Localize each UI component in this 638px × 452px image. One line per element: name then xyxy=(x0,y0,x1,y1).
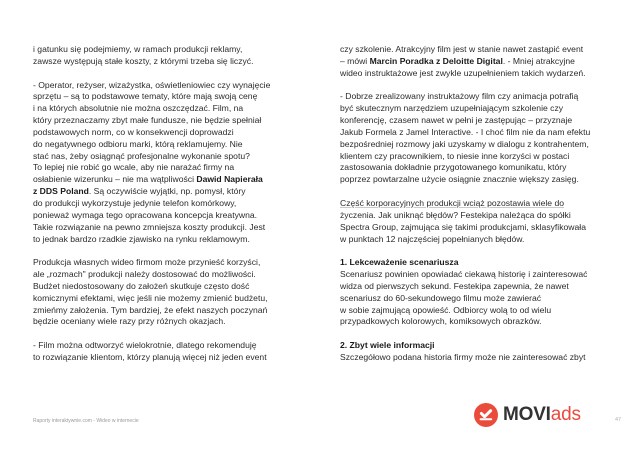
text-line: – mówi xyxy=(340,55,370,66)
text-line: który przeznaczamy zbyt małe fundusze, nie będzie spełniał xyxy=(33,115,262,126)
left-column xyxy=(33,44,291,376)
text-line: komicznymi efektami, więc jeśli nie możemy zmienić budżetu, xyxy=(33,292,268,303)
text-line: czy szkolenie. Atrakcyjny film jest w stanie nawet zastąpić event xyxy=(340,44,584,54)
text-line: Scenariusz powinien opowiadać ciekawą historię i zainteresować xyxy=(340,269,588,280)
section-1 xyxy=(340,257,602,328)
text-line: zmieńmy założenia. Tym bardziej, że efekt naszych poczynań xyxy=(33,304,268,315)
speaker-company: z DDS Poland xyxy=(33,186,89,197)
text-line: Takie rozwiązanie na pewno zmniejsza koszty produkcji. Jest xyxy=(33,221,266,232)
text-line: - Operator, reżyser, wizażystka, oświetleniowiec czy wynajęcie xyxy=(33,79,271,90)
page-number: 47 xyxy=(615,417,622,423)
paragraph xyxy=(340,198,602,245)
text-line: w punktach 12 najczęściej popełnianych błędów. xyxy=(340,233,525,244)
text-line: . - Mniej atrakcyjne xyxy=(502,55,575,66)
text-line: scenariusz do 60-sekundowego filmu może zawierać xyxy=(340,292,542,303)
text-line: być skutecznym narzędziem uzupełniającym szkolenie czy xyxy=(340,103,564,114)
text-line: przypadkowych kolorowych, komiksowych obrazków. xyxy=(340,316,542,327)
text-line: i gatunku się podejmiemy, w ramach produkcji reklamy, xyxy=(33,44,243,54)
text-line: stać nas, żeby osiągnąć profesjonalne wykonanie spotu? xyxy=(33,150,250,161)
text-line: Jakub Formela z Jamel Interactive. - I choć film nie da nam efektu xyxy=(340,126,591,137)
text-line: poprzez powtarzalne użycie osiągnie znacznie większy zasięg. xyxy=(340,174,579,185)
text-line: zawsze występują stałe koszty, z którymi trzeba się liczyć. xyxy=(33,55,254,66)
text-line: podstawowych norm, co w konsekwencji doprowadzi xyxy=(33,126,234,137)
paragraph xyxy=(340,91,602,186)
text-line: klientem czy pracownikiem, to niesie inne korzyści w postaci xyxy=(340,150,570,161)
paragraph xyxy=(340,44,602,80)
speaker-name: Marcin Poradka z Deloitte Digital xyxy=(369,55,503,66)
paragraph xyxy=(33,80,291,246)
text-line: - Film można odtworzyć wielokrotnie, dlatego rekomenduję xyxy=(33,340,257,351)
text-line: wideo instruktażowe jest zwykle uzupełnieniem takich wydarzeń. xyxy=(340,67,586,78)
text-line: widza od pierwszych sekund. Festekipa zapewnia, że nawet xyxy=(340,280,569,291)
section-heading: 2. Zbyt wiele informacji xyxy=(340,340,435,351)
text-line: życzenia. Jak uniknąć błędów? Festekipa należąca do spółki xyxy=(340,209,571,220)
paragraph xyxy=(33,340,291,364)
text-line: w sobie zajmującą opowieść. Odbiorcy wolą to od wielu xyxy=(340,304,552,315)
text-line: osłabienie wizerunku – nie ma wątpliwości xyxy=(33,174,197,185)
text-line: To lepiej nie robić go wcale, aby nie narażać firmy na xyxy=(33,162,235,173)
text-line: Szczegółowo podana historia firmy może nie zainteresować zbyt xyxy=(340,351,586,362)
text-line: . Są oczywiście wyjątki, np. pomysł, który xyxy=(88,186,246,197)
text-line: to jednak bardzo rzadkie zjawisko na rynku reklamowym. xyxy=(33,233,250,244)
text-line: zastosowania dokładnie przygotowanego komunikatu, który xyxy=(340,162,567,173)
right-column xyxy=(340,44,602,376)
logo-wordmark: MOVIads xyxy=(503,404,581,425)
paragraph xyxy=(33,44,291,68)
moviads-logo-icon xyxy=(474,403,498,427)
text-line: bezpośredniej rozmowy jaki uzyskamy w dialogu z kontrahentem, xyxy=(340,138,589,149)
speaker-name: Dawid Napierała xyxy=(196,174,263,185)
footer-source: Raporty interaktywnie.com - Wideo w internecie xyxy=(33,418,139,424)
text-line: Produkcja własnych wideo firmom może przynieść korzyści, xyxy=(33,257,261,268)
text-line: Spectra Group, zajmująca się takimi produkcjami, sklasyfikowała xyxy=(340,221,586,232)
section-2 xyxy=(340,340,602,364)
text-line: ponieważ wymaga tego opracowana koncepcja kreatywna. xyxy=(33,209,258,220)
section-heading: 1. Lekceważenie scenariusza xyxy=(340,257,459,268)
text-line: i na których absolutnie nie można oszczędzać. Film, na xyxy=(33,103,244,114)
text-line: Część korporacyjnych produkcji wciąż pozostawia wiele do xyxy=(340,197,565,208)
text-line: do negatywnego odbioru marki, którą reklamujemy. Nie xyxy=(33,138,243,149)
text-line: - Dobrze zrealizowany instruktażowy film czy animacja potrafią xyxy=(340,91,579,102)
text-line: sprzętu – są to podstawowe tematy, które mają swoją cenę xyxy=(33,91,258,102)
moviads-logo xyxy=(474,403,581,427)
text-line: konferencję, czasem nawet w pełni je zastępując – przyznaje xyxy=(340,115,573,126)
paragraph xyxy=(33,257,291,328)
text-line: Budżet niedostosowany do założeń skutkuje często dość xyxy=(33,280,250,291)
text-line: to rozwiązanie klientom, którzy planują więcej niż jeden event xyxy=(33,351,267,362)
text-line: do produkcji wykorzystuje jedynie telefon komórkowy, xyxy=(33,197,237,208)
text-line: ale „rozmach" produkcji należy dostosować do możliwości. xyxy=(33,269,256,280)
text-line: będzie oceniany wiele razy przy różnych okazjach. xyxy=(33,316,226,327)
